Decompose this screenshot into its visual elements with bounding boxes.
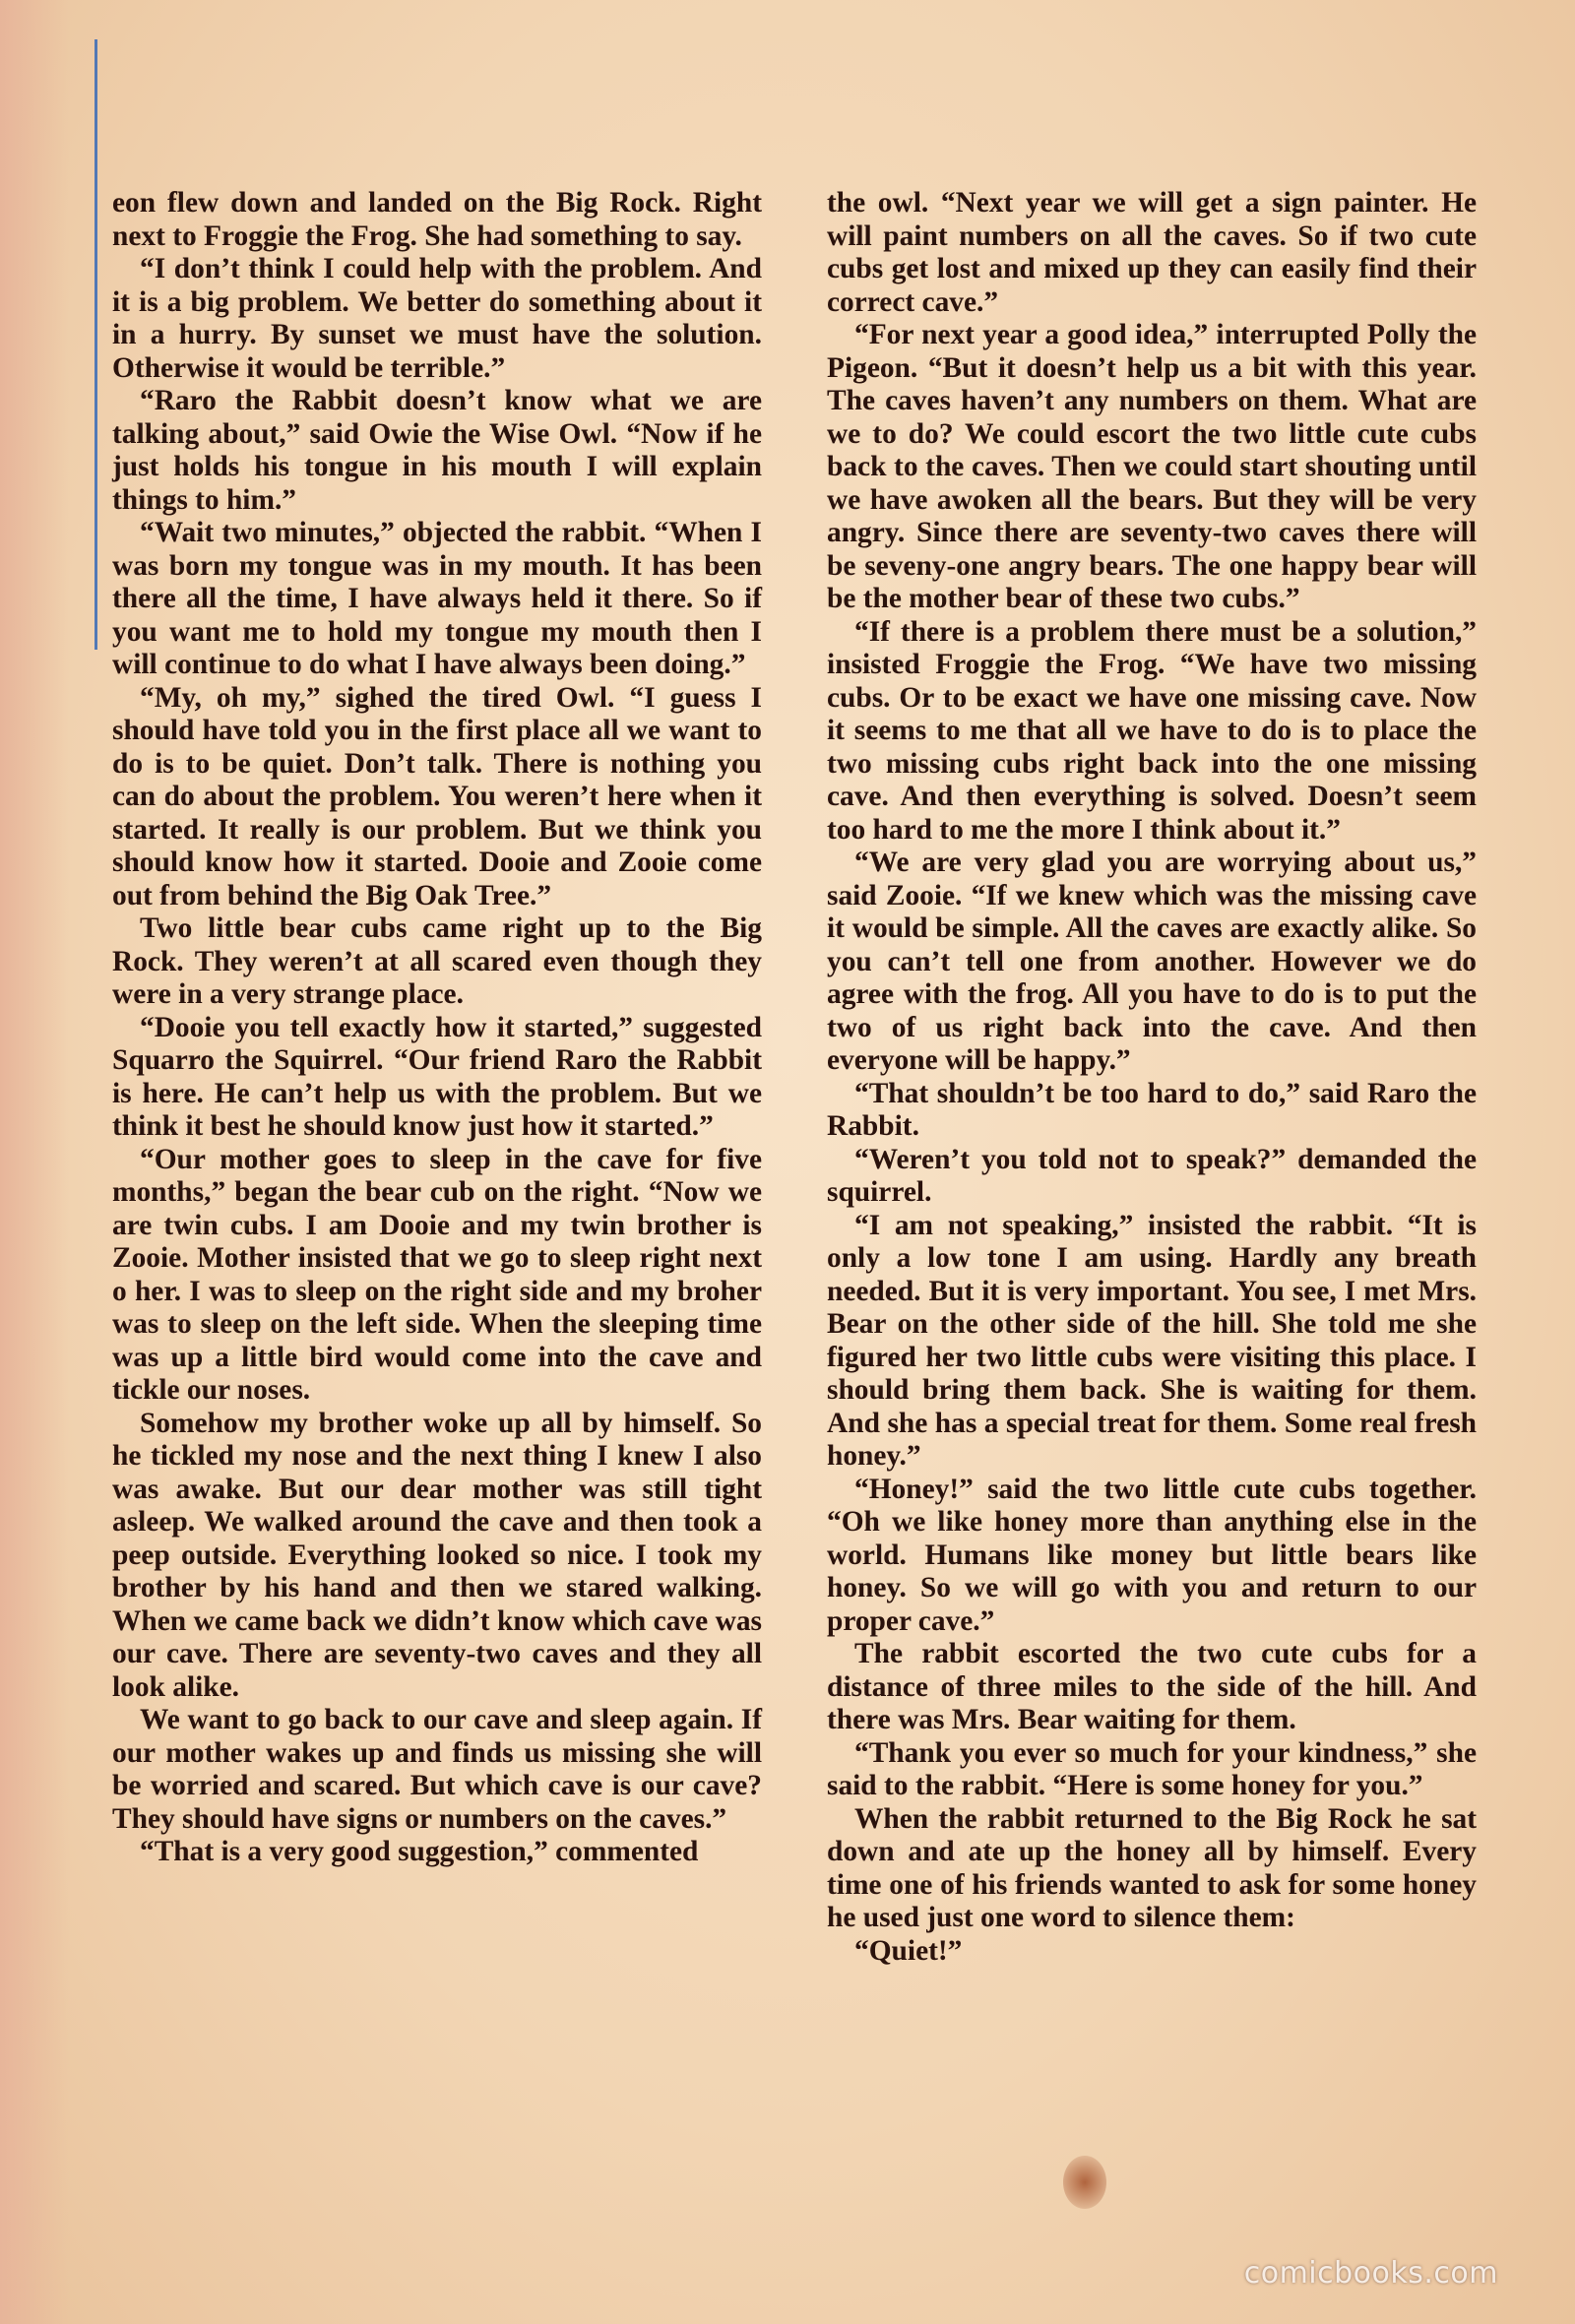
paragraph: “We are very glad you are worrying about us,” said Zooie. “If we knew which was the missing cave it would be simple. All the caves are exactly alike. So you can’t tell one from another. However we do agree with the frog. All you have to do is to put the two of us right back into the cave. And then everyone will be happy.” (827, 847, 1477, 1076)
paragraph: eon flew down and landed on the Big Rock. Right next to Froggie the Frog. She had something to say. (112, 187, 762, 252)
paragraph: “Our mother goes to sleep in the cave for five months,” began the bear cub on the right. “Now we are twin cubs. I am Dooie and my twin brother is Zooie. Mother insisted that we go to sleep right next o her. I was to sleep on the right side and my broher was to sleep on the left side. When the sleeping time was up a little bird would come into the cave and tickle our noses. (112, 1143, 762, 1406)
watermark: comicbooks.com (1243, 2256, 1498, 2291)
paragraph: Two little bear cubs came right up to the Big Rock. They weren’t at all scared even though they were in a very strange place. (112, 912, 762, 1010)
page-edge-shadow (0, 0, 69, 2324)
paragraph: “Weren’t you told not to speak?” demanded the squirrel. (827, 1143, 1477, 1208)
paragraph: “I don’t think I could help with the problem. And it is a big problem. We better do something about it in a hurry. By sunset we must have the solution. Otherwise it would be terrible.” (112, 253, 762, 384)
paragraph: We want to go back to our cave and sleep again. If our mother wakes up and finds us missing she will be worried and scared. But which cave is our cave? They should have signs or numbers on the caves.” (112, 1704, 762, 1835)
right-text-column (827, 187, 1477, 1968)
paragraph: the owl. “Next year we will get a sign painter. He will paint numbers on all the caves. So if two cute cubs get lost and mixed up they can easily find their correct cave.” (827, 187, 1477, 318)
paragraph: “Wait two minutes,” objected the rabbit. “When I was born my tongue was in my mouth. It has been there all the time, I have always held it there. So if you want me to hold my tongue my mouth then I will continue to do what I have always been doing.” (112, 517, 762, 680)
paragraph: “Raro the Rabbit doesn’t know what we are talking about,” said Owie the Wise Owl. “Now if he just holds his tongue in his mouth I will explain things to him.” (112, 385, 762, 516)
ink-stain (1063, 2156, 1106, 2209)
paragraph: When the rabbit returned to the Big Rock he sat down and ate up the honey all by himself. Every time one of his friends wanted to ask for some honey he used just one word to silence them: (827, 1802, 1477, 1933)
paragraph: “I am not speaking,” insisted the rabbit. “It is only a low tone I am using. Hardly any breath needed. But it is very important. You see, I met Mrs. Bear on the other side of the hill. She told me she figured her two little cubs were visiting this place. I should bring them back. She is waiting for them. And she has a special treat for them. Some real fresh honey.” (827, 1209, 1477, 1472)
paragraph: “That is a very good suggestion,” commented (140, 1836, 699, 1867)
paragraph: “Honey!” said the two little cute cubs together. “Oh we like honey more than anything else in the world. Humans like money but little bears like honey. So we will go with you and return to our proper cave.” (827, 1473, 1477, 1637)
left-text-column (112, 187, 762, 1869)
paragraph: The rabbit escorted the two cute cubs for a distance of three miles to the side of the hill. And there was Mrs. Bear waiting for them. (827, 1638, 1477, 1735)
paragraph: “Quiet!” (854, 1934, 963, 1967)
paragraph: “Thank you ever so much for your kindness,” she said to the rabbit. “Here is some honey for you.” (827, 1736, 1477, 1801)
margin-ink-line (94, 39, 97, 650)
paragraph: “That shouldn’t be too hard to do,” said Raro the Rabbit. (827, 1077, 1477, 1142)
paragraph: “Dooie you tell exactly how it started,” suggested Squarro the Squirrel. “Our friend Raro the Rabbit is here. He can’t help us with the problem. But we think it best he should know just how it started.” (112, 1011, 762, 1142)
paragraph: “My, oh my,” sighed the tired Owl. “I guess I should have told you in the first place all we want to do is to be quiet. Don’t talk. There is nothing you can do about the problem. You weren’t here when it started. It really is our problem. But we think you should know how it started. Dooie and Zooie come out from behind the Big Oak Tree.” (112, 681, 762, 911)
paragraph: Somehow my brother woke up all by himself. So he tickled my nose and the next thing I knew I also was awake. But our dear mother was still tight asleep. We walked around the cave and then took a peep outside. Everything looked so nice. I took my brother by his hand and then we stared walking. When we came back we didn’t know which cave was our cave. There are seventy-two caves and they all look alike. (112, 1407, 762, 1703)
paragraph: “If there is a problem there must be a solution,” insisted Froggie the Frog. “We have two missing cubs. Or to be exact we have one missing cave. Now it seems to me that all we have to do is to place the two missing cubs right back into the one missing cave. And then everything is solved. Doesn’t seem too hard to me the more I think about it.” (827, 615, 1477, 846)
paragraph: “For next year a good idea,” interrupted Polly the Pigeon. “But it doesn’t help us a bit with this year. The caves haven’t any numbers on them. What are we to do? We could escort the two little cute cubs back to the caves. Then we could start shouting until we have awoken all the bears. But they will be very angry. Since there are seventy-two caves there will be seveny-one angry bears. The one happy bear will be the mother bear of these two cubs.” (827, 319, 1477, 614)
